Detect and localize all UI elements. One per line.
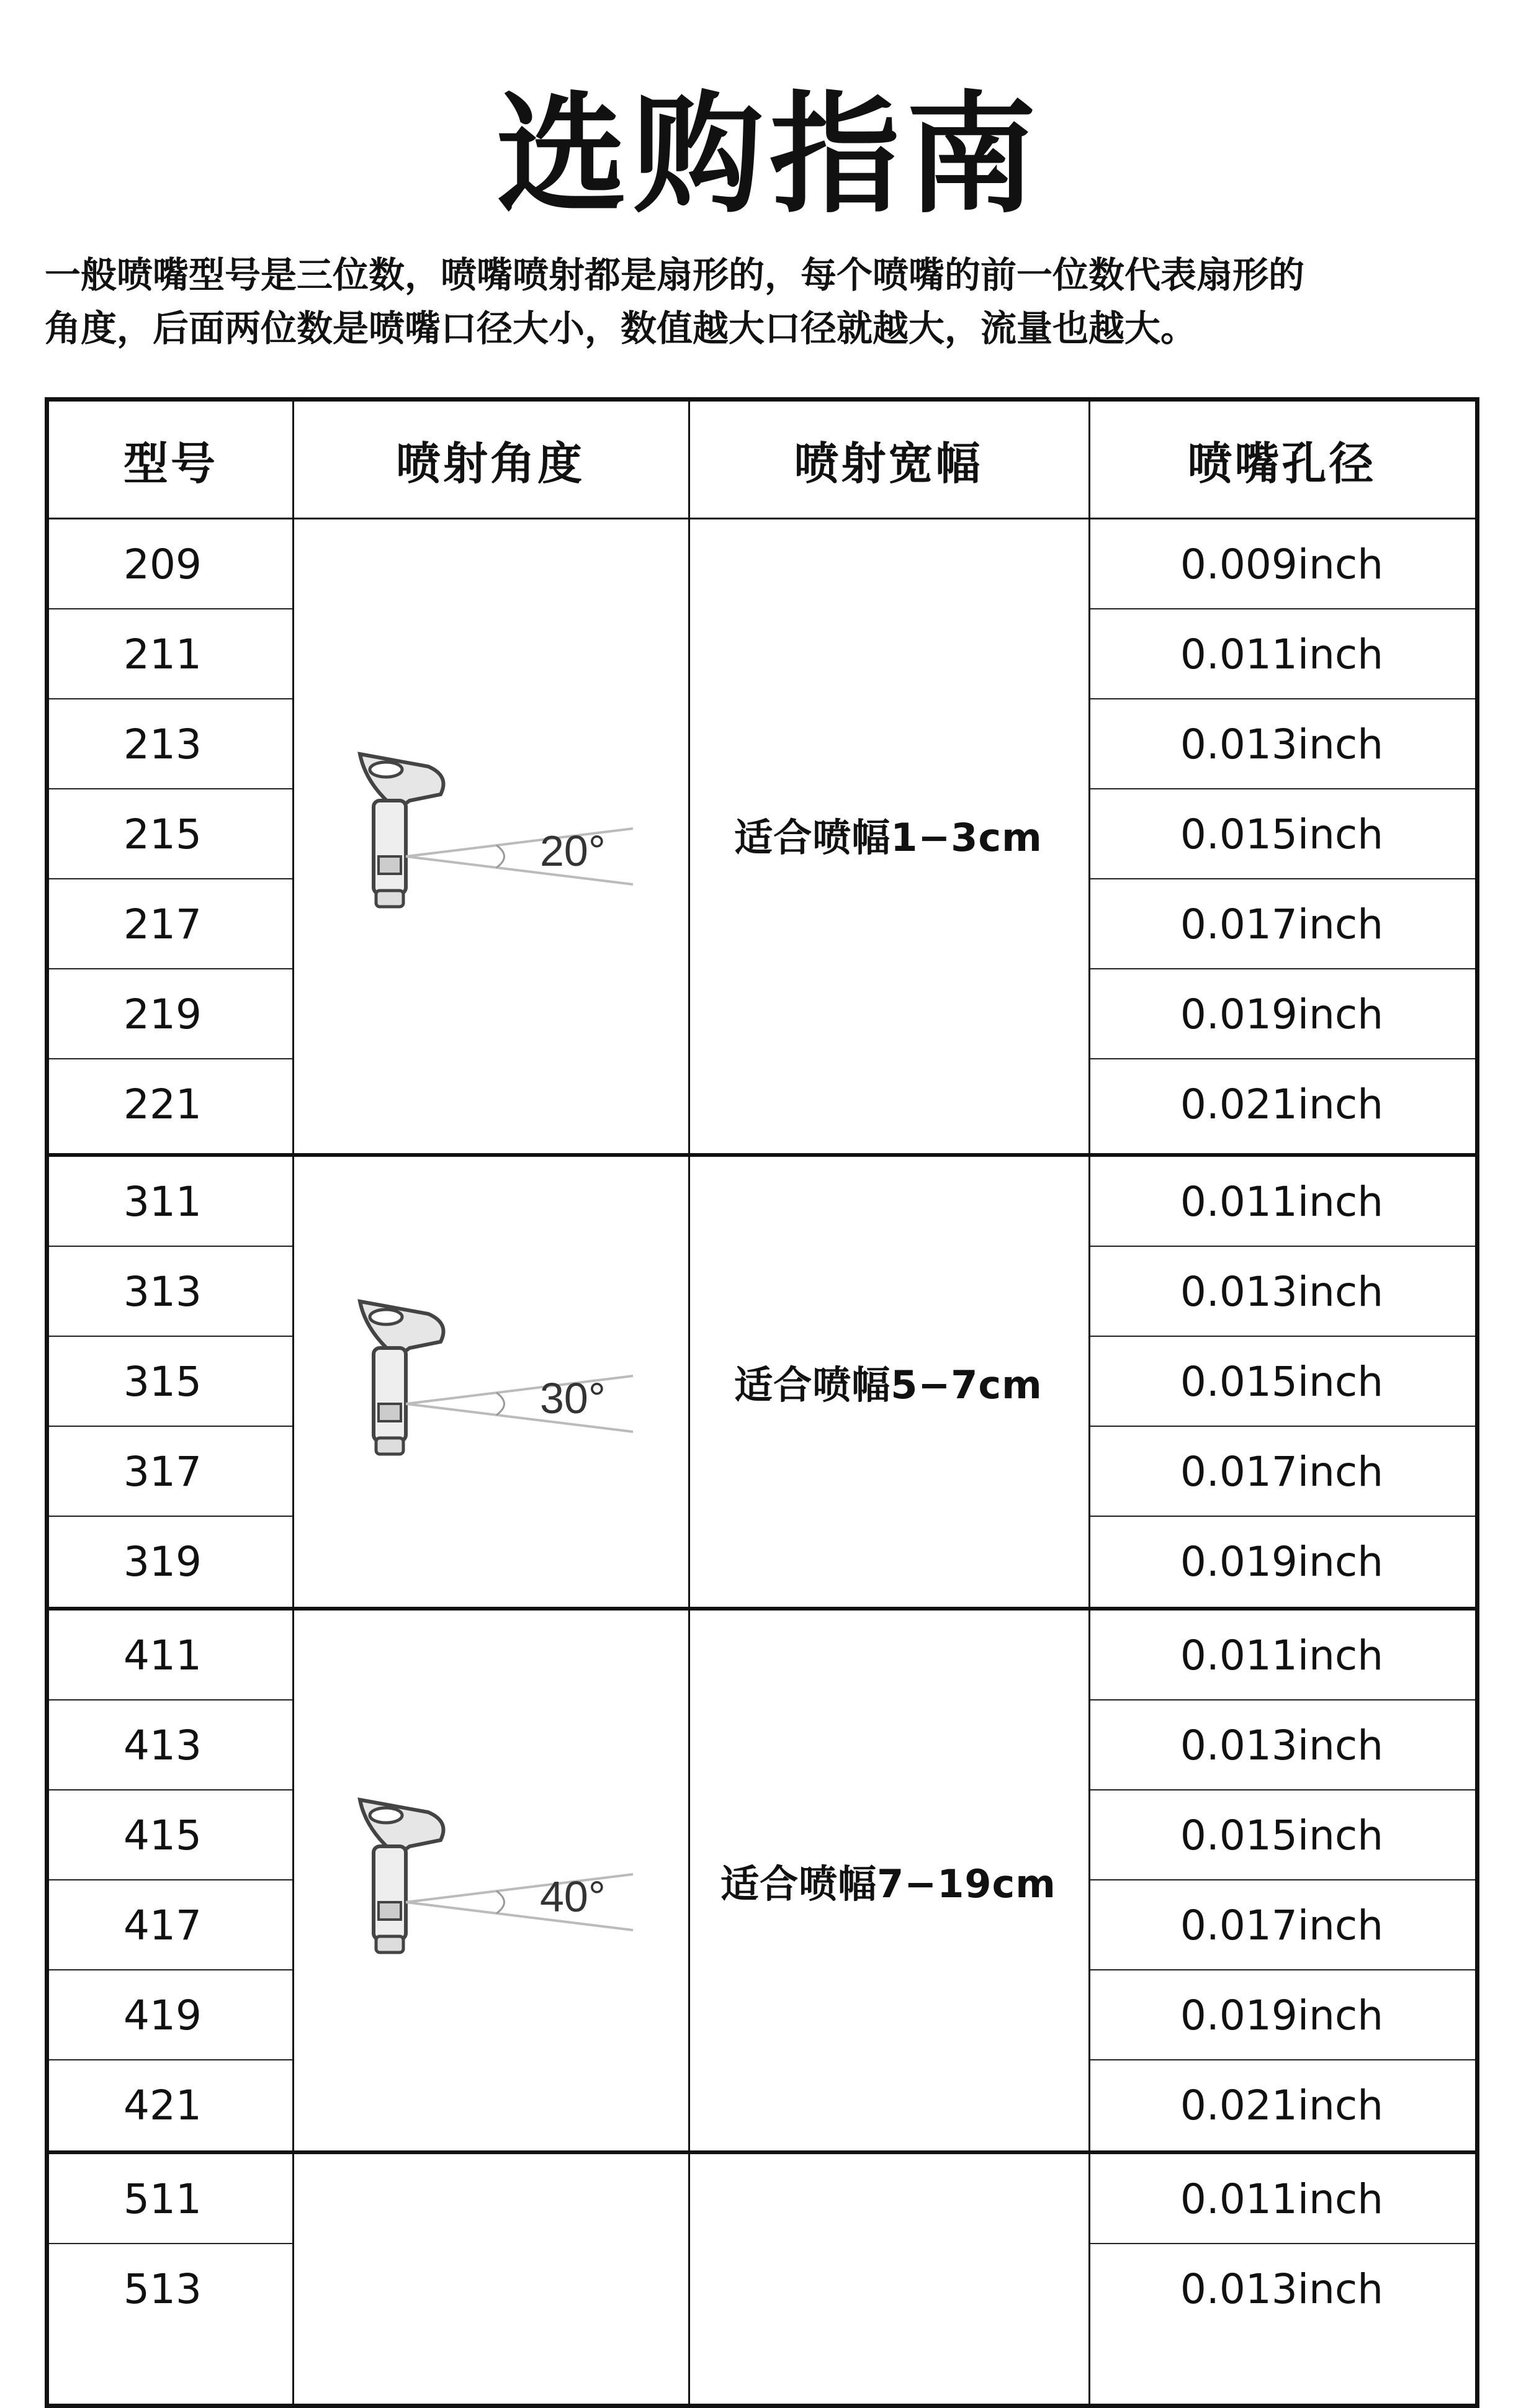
spray-width-cell: 适合喷幅1−3cm	[734, 815, 1043, 860]
intro-line-2: 角度，后面两位数是喷嘴口径大小，数值越大口径就越大，流量也越大。	[45, 307, 1197, 349]
bore-cell: 0.021inch	[1180, 2082, 1384, 2129]
model-cell: 219	[123, 991, 202, 1038]
model-cell: 421	[123, 2082, 202, 2129]
angle-label: 40°	[540, 1872, 606, 1921]
model-cell: 417	[123, 1902, 202, 1949]
model-cell: 315	[123, 1358, 202, 1406]
model-cell: 211	[123, 631, 202, 678]
bore-cell: 0.011inch	[1180, 2175, 1384, 2223]
row-group-3	[49, 2150, 1475, 2334]
bore-cell: 0.017inch	[1180, 1902, 1384, 1949]
bore-cell: 0.013inch	[1180, 721, 1384, 768]
model-cell: 215	[123, 811, 202, 858]
bore-cell: 0.015inch	[1180, 811, 1384, 858]
bore-cell: 0.011inch	[1180, 631, 1384, 678]
model-cell: 419	[123, 1992, 202, 2039]
bore-cell: 0.013inch	[1180, 1268, 1384, 1316]
column-divider	[292, 402, 294, 2404]
model-cell: 217	[123, 901, 202, 948]
model-cell: 317	[123, 1448, 202, 1496]
spray-angle-cell	[292, 519, 688, 1149]
model-cell: 413	[123, 1722, 202, 1769]
spray-angle-cell	[292, 1611, 688, 2150]
model-cell: 513	[123, 2265, 202, 2313]
spray-width-cell	[688, 2154, 1088, 2334]
bore-cell: 0.019inch	[1180, 1992, 1384, 2039]
header-spray-width: 喷射宽幅	[794, 437, 983, 490]
bore-cell: 0.021inch	[1180, 1080, 1384, 1128]
bore-cell: 0.017inch	[1180, 1448, 1384, 1496]
spray-width-cell: 适合喷幅7−19cm	[720, 1861, 1056, 1907]
header-nozzle-bore: 喷嘴孔径	[1187, 437, 1376, 490]
bore-cell: 0.019inch	[1180, 991, 1384, 1038]
spray-nozzle-icon	[341, 742, 639, 928]
spray-angle-cell	[292, 1157, 688, 1607]
column-divider	[1088, 402, 1090, 2404]
bore-cell: 0.019inch	[1180, 1538, 1384, 1586]
row-group-2	[49, 1607, 1475, 2150]
intro-line-1: 一般喷嘴型号是三位数，喷嘴喷射都是扇形的，每个喷嘴的前一位数代表扇形的	[45, 254, 1305, 296]
intro-paragraph	[45, 248, 1497, 355]
bore-cell: 0.013inch	[1180, 1722, 1384, 1769]
bore-cell: 0.015inch	[1180, 1358, 1384, 1406]
angle-label: 20°	[540, 826, 606, 875]
row-group-0	[49, 519, 1475, 1149]
bore-cell: 0.009inch	[1180, 541, 1384, 588]
header-spray-angle: 喷射角度	[395, 437, 585, 490]
model-cell: 319	[123, 1538, 202, 1586]
table-header	[49, 402, 1475, 519]
model-cell: 209	[123, 541, 202, 588]
model-cell: 311	[123, 1178, 202, 1226]
bore-cell: 0.011inch	[1180, 1632, 1384, 1679]
model-cell: 511	[123, 2175, 202, 2223]
model-cell: 415	[123, 1812, 202, 1859]
spray-width-cell: 适合喷幅5−7cm	[734, 1362, 1043, 1408]
spray-nozzle-icon	[341, 1289, 639, 1475]
model-cell: 213	[123, 721, 202, 768]
header-model: 型号	[123, 437, 218, 490]
model-cell: 313	[123, 1268, 202, 1316]
bore-cell: 0.015inch	[1180, 1812, 1384, 1859]
model-cell: 411	[123, 1632, 202, 1679]
model-cell: 221	[123, 1080, 202, 1128]
angle-label: 30°	[540, 1373, 606, 1422]
spec-table	[45, 397, 1479, 2408]
bore-cell: 0.011inch	[1180, 1178, 1384, 1226]
row-group-1	[49, 1153, 1475, 1607]
spray-nozzle-icon	[341, 1787, 639, 1974]
page-title: 选购指南	[496, 79, 1043, 231]
bore-cell: 0.017inch	[1180, 901, 1384, 948]
column-divider	[688, 402, 690, 2404]
bore-cell: 0.013inch	[1180, 2265, 1384, 2313]
